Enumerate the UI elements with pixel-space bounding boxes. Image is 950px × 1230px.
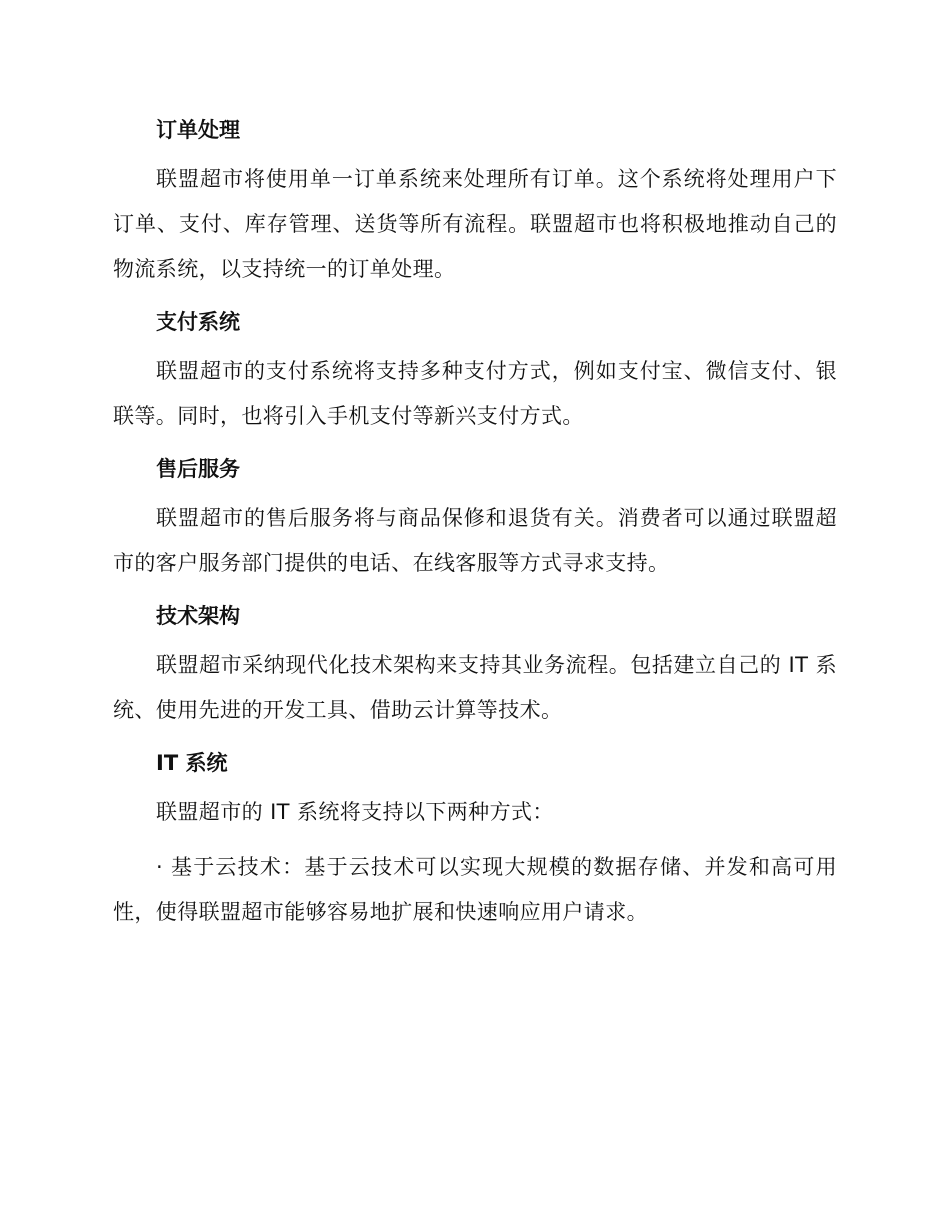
section-paragraph-order-processing: 联盟超市将使用单一订单系统来处理所有订单。这个系统将处理用户下订单、支付、库存管理、送货等所有流程。联盟超市也将积极地推动自己的物流系统，以支持统一的订单处理。 [113,167,837,281]
section-paragraph-after-sales: 联盟超市的售后服务将与商品保修和退货有关。消费者可以通过联盟超市的客户服务部门提供的电话、在线客服等方式寻求支持。 [113,506,837,575]
section-paragraph-payment-system: 联盟超市的支付系统将支持多种支付方式，例如支付宝、微信支付、银联等。同时，也将引入手机支付等新兴支付方式。 [113,359,837,428]
section-heading-after-sales: 售后服务 [156,457,240,481]
section-heading-tech-architecture: 技术架构 [156,604,240,628]
section-bullet-cloud-tech: · 基于云技术：基于云技术可以实现大规模的数据存储、并发和高可用性，使得联盟超市能够容易地扩展和快速响应用户请求。 [113,855,837,924]
section-heading-payment-system: 支付系统 [156,310,240,334]
document-page [113,110,837,935]
section-paragraph-it-system-intro: 联盟超市的 IT 系统将支持以下两种方式： [156,800,554,824]
section-heading-order-processing: 订单处理 [156,118,240,142]
section-heading-it-system: IT 系统 [156,751,228,775]
section-paragraph-tech-architecture: 联盟超市采纳现代化技术架构来支持其业务流程。包括建立自己的 IT 系统、使用先进的开发工具、借助云计算等技术。 [113,653,837,722]
